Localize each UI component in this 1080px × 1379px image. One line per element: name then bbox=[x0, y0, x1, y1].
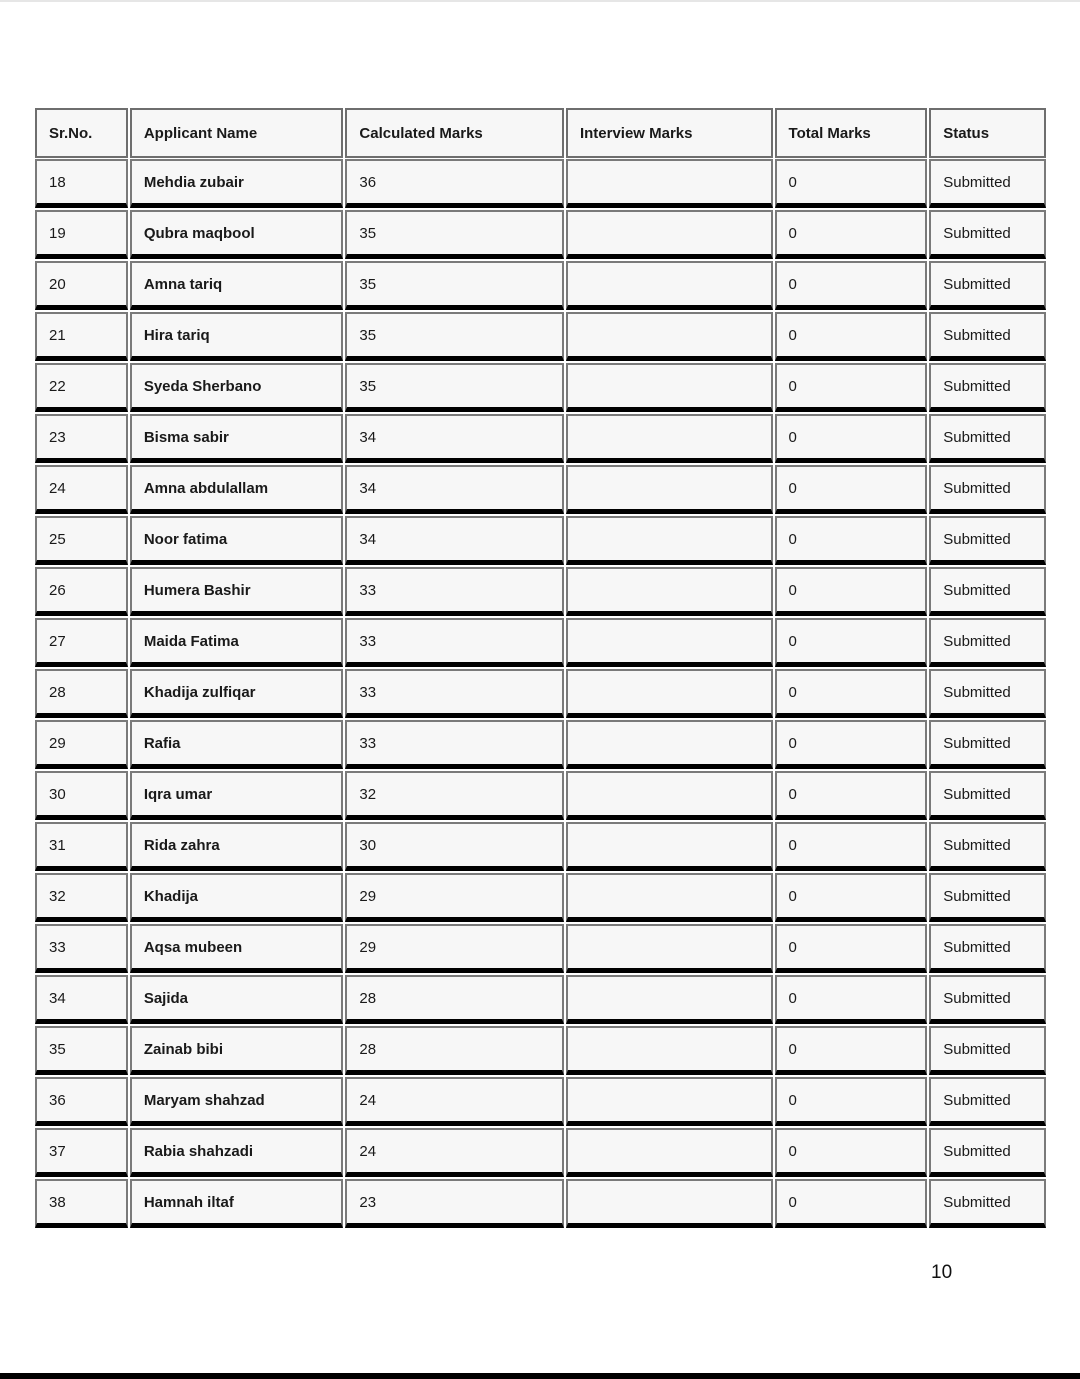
cell-status: Submitted bbox=[929, 1179, 1046, 1228]
table-row bbox=[35, 873, 1046, 924]
cell-calculated-marks: 34 bbox=[345, 414, 564, 463]
cell-calculated-marks: 29 bbox=[345, 924, 564, 973]
table-body bbox=[35, 159, 1046, 1230]
cell-calculated-marks: 24 bbox=[345, 1128, 564, 1177]
cell-total-marks: 0 bbox=[775, 720, 928, 769]
cell-sr-no: 24 bbox=[35, 465, 128, 514]
cell-total-marks: 0 bbox=[775, 414, 928, 463]
cell-interview-marks bbox=[566, 720, 773, 769]
cell-interview-marks bbox=[566, 822, 773, 871]
cell-total-marks: 0 bbox=[775, 1026, 928, 1075]
cell-calculated-marks: 33 bbox=[345, 720, 564, 769]
header-total-marks: Total Marks bbox=[775, 108, 928, 158]
cell-sr-no: 26 bbox=[35, 567, 128, 616]
cell-status: Submitted bbox=[929, 669, 1046, 718]
cell-applicant-name: Maryam shahzad bbox=[130, 1077, 344, 1126]
top-divider bbox=[0, 0, 1080, 2]
table-row bbox=[35, 414, 1046, 465]
cell-calculated-marks: 24 bbox=[345, 1077, 564, 1126]
cell-applicant-name: Noor fatima bbox=[130, 516, 344, 565]
cell-calculated-marks: 35 bbox=[345, 261, 564, 310]
header-interview-marks: Interview Marks bbox=[566, 108, 773, 158]
table-row bbox=[35, 465, 1046, 516]
cell-calculated-marks: 33 bbox=[345, 669, 564, 718]
table-row bbox=[35, 1179, 1046, 1230]
cell-total-marks: 0 bbox=[775, 1179, 928, 1228]
cell-applicant-name: Iqra umar bbox=[130, 771, 344, 820]
cell-total-marks: 0 bbox=[775, 669, 928, 718]
table-row bbox=[35, 720, 1046, 771]
cell-applicant-name: Hamnah iltaf bbox=[130, 1179, 344, 1228]
cell-sr-no: 22 bbox=[35, 363, 128, 412]
cell-applicant-name: Syeda Sherbano bbox=[130, 363, 344, 412]
cell-calculated-marks: 35 bbox=[345, 363, 564, 412]
cell-interview-marks bbox=[566, 516, 773, 565]
cell-interview-marks bbox=[566, 465, 773, 514]
cell-total-marks: 0 bbox=[775, 618, 928, 667]
table-row bbox=[35, 312, 1046, 363]
table-row bbox=[35, 210, 1046, 261]
table-row bbox=[35, 516, 1046, 567]
cell-applicant-name: Zainab bibi bbox=[130, 1026, 344, 1075]
cell-interview-marks bbox=[566, 363, 773, 412]
cell-calculated-marks: 28 bbox=[345, 1026, 564, 1075]
cell-total-marks: 0 bbox=[775, 924, 928, 973]
table-header-row bbox=[35, 108, 1046, 159]
cell-status: Submitted bbox=[929, 159, 1046, 208]
table-row bbox=[35, 975, 1046, 1026]
cell-total-marks: 0 bbox=[775, 1077, 928, 1126]
cell-sr-no: 27 bbox=[35, 618, 128, 667]
cell-calculated-marks: 33 bbox=[345, 567, 564, 616]
cell-status: Submitted bbox=[929, 261, 1046, 310]
cell-total-marks: 0 bbox=[775, 1128, 928, 1177]
cell-total-marks: 0 bbox=[775, 771, 928, 820]
cell-interview-marks bbox=[566, 159, 773, 208]
table-row bbox=[35, 159, 1046, 210]
cell-total-marks: 0 bbox=[775, 822, 928, 871]
cell-sr-no: 32 bbox=[35, 873, 128, 922]
cell-interview-marks bbox=[566, 414, 773, 463]
header-calculated-marks: Calculated Marks bbox=[345, 108, 564, 158]
cell-interview-marks bbox=[566, 210, 773, 259]
cell-calculated-marks: 35 bbox=[345, 312, 564, 361]
cell-applicant-name: Khadija zulfiqar bbox=[130, 669, 344, 718]
cell-sr-no: 23 bbox=[35, 414, 128, 463]
applicants-table bbox=[35, 108, 1046, 1230]
cell-interview-marks bbox=[566, 1026, 773, 1075]
cell-interview-marks bbox=[566, 618, 773, 667]
cell-status: Submitted bbox=[929, 822, 1046, 871]
cell-sr-no: 21 bbox=[35, 312, 128, 361]
cell-sr-no: 31 bbox=[35, 822, 128, 871]
table-row bbox=[35, 567, 1046, 618]
cell-status: Submitted bbox=[929, 465, 1046, 514]
cell-status: Submitted bbox=[929, 414, 1046, 463]
bottom-bar bbox=[0, 1373, 1080, 1379]
table-row bbox=[35, 822, 1046, 873]
cell-calculated-marks: 29 bbox=[345, 873, 564, 922]
cell-status: Submitted bbox=[929, 1128, 1046, 1177]
cell-applicant-name: Rida zahra bbox=[130, 822, 344, 871]
cell-interview-marks bbox=[566, 924, 773, 973]
cell-sr-no: 28 bbox=[35, 669, 128, 718]
header-applicant-name: Applicant Name bbox=[130, 108, 344, 158]
cell-status: Submitted bbox=[929, 210, 1046, 259]
table-row bbox=[35, 1077, 1046, 1128]
cell-sr-no: 35 bbox=[35, 1026, 128, 1075]
cell-applicant-name: Maida Fatima bbox=[130, 618, 344, 667]
cell-status: Submitted bbox=[929, 771, 1046, 820]
cell-sr-no: 25 bbox=[35, 516, 128, 565]
cell-applicant-name: Rabia shahzadi bbox=[130, 1128, 344, 1177]
cell-status: Submitted bbox=[929, 363, 1046, 412]
cell-total-marks: 0 bbox=[775, 516, 928, 565]
cell-total-marks: 0 bbox=[775, 975, 928, 1024]
cell-sr-no: 29 bbox=[35, 720, 128, 769]
cell-applicant-name: Rafia bbox=[130, 720, 344, 769]
header-status: Status bbox=[929, 108, 1046, 158]
cell-sr-no: 30 bbox=[35, 771, 128, 820]
cell-sr-no: 18 bbox=[35, 159, 128, 208]
cell-interview-marks bbox=[566, 1179, 773, 1228]
cell-status: Submitted bbox=[929, 312, 1046, 361]
cell-sr-no: 33 bbox=[35, 924, 128, 973]
cell-status: Submitted bbox=[929, 618, 1046, 667]
cell-applicant-name: Amna tariq bbox=[130, 261, 344, 310]
cell-sr-no: 34 bbox=[35, 975, 128, 1024]
cell-applicant-name: Aqsa mubeen bbox=[130, 924, 344, 973]
cell-calculated-marks: 23 bbox=[345, 1179, 564, 1228]
cell-sr-no: 20 bbox=[35, 261, 128, 310]
table-row bbox=[35, 1128, 1046, 1179]
cell-interview-marks bbox=[566, 1077, 773, 1126]
cell-sr-no: 19 bbox=[35, 210, 128, 259]
cell-status: Submitted bbox=[929, 720, 1046, 769]
cell-interview-marks bbox=[566, 261, 773, 310]
cell-status: Submitted bbox=[929, 1077, 1046, 1126]
cell-sr-no: 37 bbox=[35, 1128, 128, 1177]
cell-calculated-marks: 34 bbox=[345, 516, 564, 565]
table-row bbox=[35, 924, 1046, 975]
cell-interview-marks bbox=[566, 567, 773, 616]
table-row bbox=[35, 669, 1046, 720]
cell-applicant-name: Mehdia zubair bbox=[130, 159, 344, 208]
cell-calculated-marks: 28 bbox=[345, 975, 564, 1024]
table-row bbox=[35, 363, 1046, 414]
cell-interview-marks bbox=[566, 771, 773, 820]
cell-interview-marks bbox=[566, 975, 773, 1024]
table-row bbox=[35, 1026, 1046, 1077]
cell-interview-marks bbox=[566, 1128, 773, 1177]
cell-interview-marks bbox=[566, 312, 773, 361]
table-row bbox=[35, 618, 1046, 669]
cell-calculated-marks: 34 bbox=[345, 465, 564, 514]
cell-total-marks: 0 bbox=[775, 312, 928, 361]
cell-sr-no: 38 bbox=[35, 1179, 128, 1228]
cell-applicant-name: Qubra maqbool bbox=[130, 210, 344, 259]
cell-status: Submitted bbox=[929, 924, 1046, 973]
cell-status: Submitted bbox=[929, 873, 1046, 922]
cell-applicant-name: Khadija bbox=[130, 873, 344, 922]
cell-applicant-name: Sajida bbox=[130, 975, 344, 1024]
cell-calculated-marks: 30 bbox=[345, 822, 564, 871]
cell-total-marks: 0 bbox=[775, 465, 928, 514]
cell-applicant-name: Bisma sabir bbox=[130, 414, 344, 463]
cell-total-marks: 0 bbox=[775, 363, 928, 412]
cell-status: Submitted bbox=[929, 975, 1046, 1024]
table-row bbox=[35, 771, 1046, 822]
cell-interview-marks bbox=[566, 669, 773, 718]
cell-sr-no: 36 bbox=[35, 1077, 128, 1126]
cell-calculated-marks: 35 bbox=[345, 210, 564, 259]
cell-calculated-marks: 32 bbox=[345, 771, 564, 820]
cell-applicant-name: Hira tariq bbox=[130, 312, 344, 361]
cell-total-marks: 0 bbox=[775, 159, 928, 208]
page-number: 10 bbox=[931, 1262, 953, 1283]
cell-total-marks: 0 bbox=[775, 567, 928, 616]
cell-status: Submitted bbox=[929, 1026, 1046, 1075]
cell-total-marks: 0 bbox=[775, 261, 928, 310]
cell-status: Submitted bbox=[929, 516, 1046, 565]
header-sr-no: Sr.No. bbox=[35, 108, 128, 158]
cell-calculated-marks: 36 bbox=[345, 159, 564, 208]
cell-applicant-name: Amna abdulallam bbox=[130, 465, 344, 514]
table-row bbox=[35, 261, 1046, 312]
cell-total-marks: 0 bbox=[775, 873, 928, 922]
cell-status: Submitted bbox=[929, 567, 1046, 616]
cell-total-marks: 0 bbox=[775, 210, 928, 259]
cell-applicant-name: Humera Bashir bbox=[130, 567, 344, 616]
cell-calculated-marks: 33 bbox=[345, 618, 564, 667]
cell-interview-marks bbox=[566, 873, 773, 922]
